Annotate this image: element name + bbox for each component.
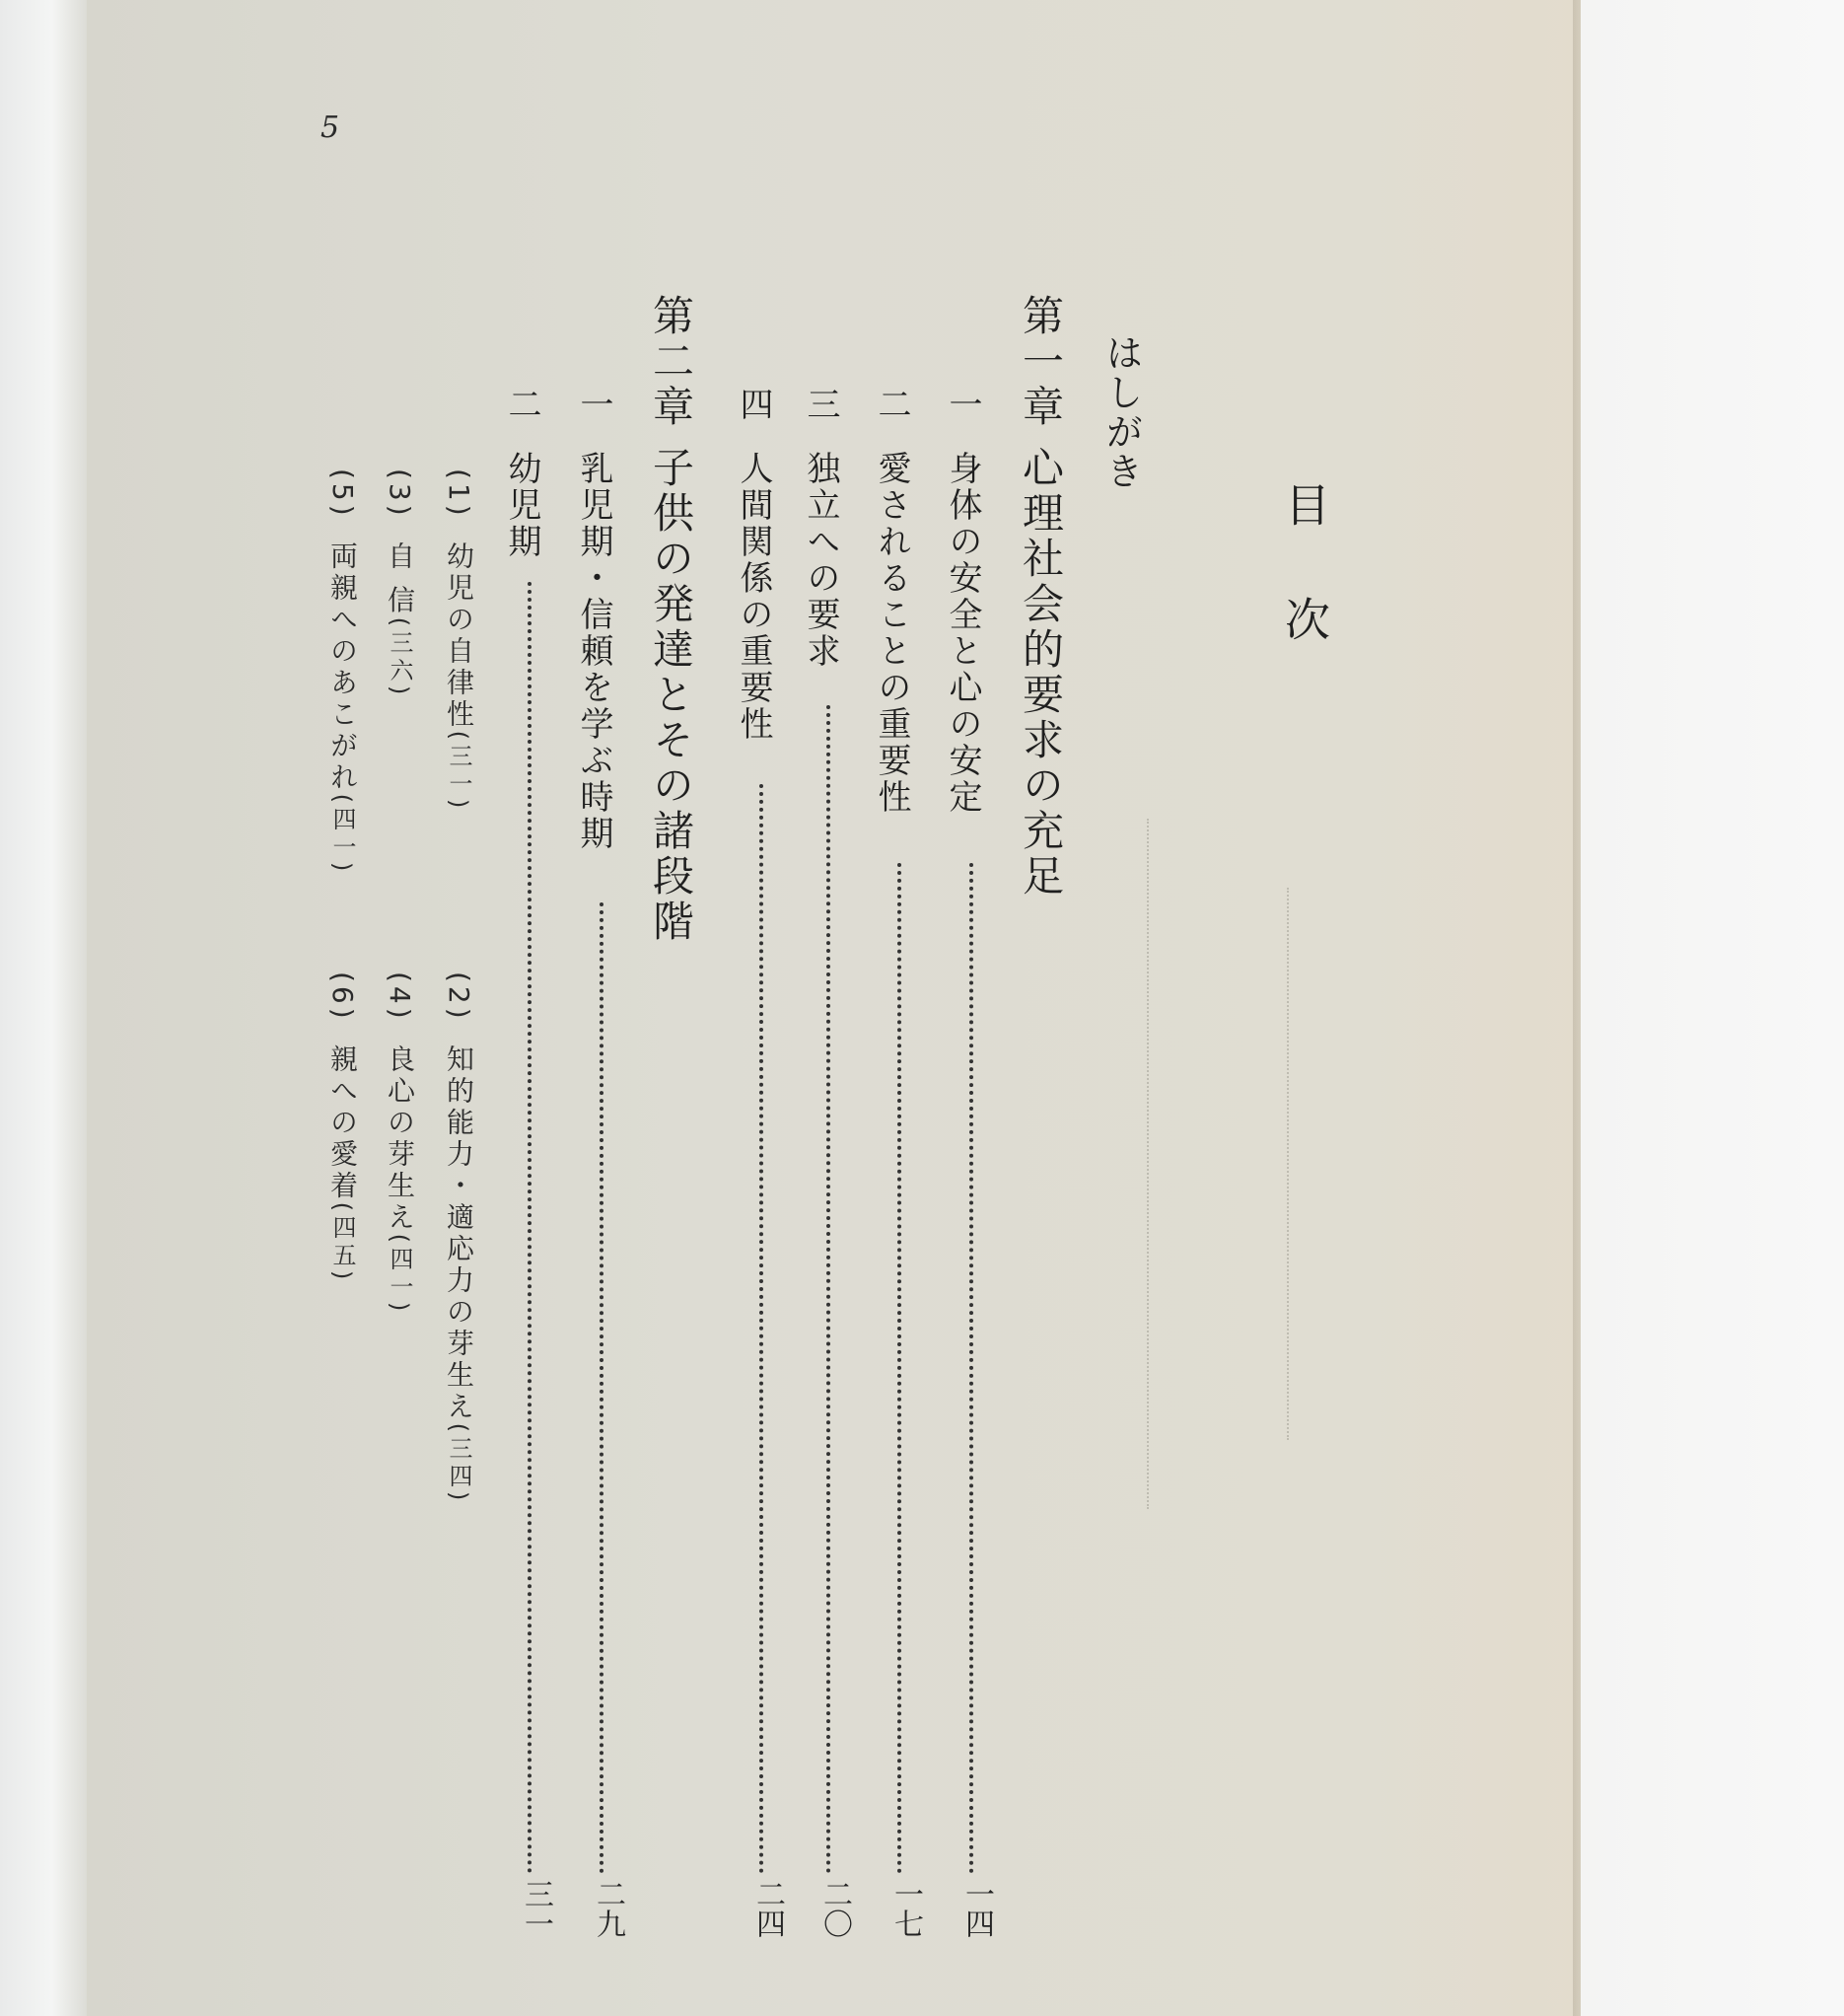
page-number: 5 <box>320 110 340 145</box>
subsection-mark: (6) <box>326 972 359 1023</box>
subsection-mark: (5) <box>326 468 359 520</box>
entry-title: 幼児期 <box>502 451 541 560</box>
page-title: 目次 <box>1278 481 1331 710</box>
subsection-entry <box>322 972 362 1283</box>
chapter-number: 第二章 <box>647 294 695 430</box>
show-through-leader <box>1287 888 1289 1440</box>
toc-entry <box>939 387 987 816</box>
subsection-title: 自 信 <box>384 540 416 617</box>
subsection-title: 良心の芽生え <box>384 1044 416 1234</box>
entry-title: 身体の安全と心の安定 <box>943 451 982 816</box>
subsection-entry <box>322 468 362 875</box>
entry-title: 愛されることの重要性 <box>872 451 911 816</box>
toc-entry <box>498 387 546 560</box>
left-page-edge <box>0 0 87 2016</box>
book-page <box>87 0 1581 2016</box>
entry-title: 独立への要求 <box>801 451 840 670</box>
subsection-title: 両親へのあこがれ <box>326 540 359 794</box>
subsection-mark: (4) <box>384 972 416 1023</box>
chapter-number: 第一章 <box>1017 294 1065 430</box>
entry-page: 一四 <box>959 1879 994 1938</box>
dot-leader <box>600 902 603 1874</box>
subsection-title: 幼児の自律性 <box>443 540 475 731</box>
subsection-page: (四五) <box>328 1201 356 1284</box>
entry-number: 二 <box>872 387 911 423</box>
dot-leader <box>969 863 973 1874</box>
toc-entry <box>730 387 778 743</box>
subsection-entry <box>439 972 478 1504</box>
entry-title: 乳児期・信頼を学ぶ時期 <box>574 451 613 852</box>
entry-number: 三 <box>801 387 840 423</box>
subsection-page: (四一) <box>328 793 356 876</box>
chapter-title: 心理社会的要求の充足 <box>1017 446 1065 900</box>
toc-entry <box>868 387 916 816</box>
preface-entry: はしがき <box>1099 333 1143 491</box>
subsection-mark: (1) <box>443 468 475 520</box>
dot-leader <box>897 863 901 1874</box>
dot-leader <box>759 784 763 1874</box>
subsection-page: (三四) <box>445 1422 472 1505</box>
entry-page: 二〇 <box>817 1879 852 1938</box>
background-right <box>1581 0 1844 2016</box>
show-through-leader <box>1147 819 1149 1509</box>
subsection-entry <box>380 972 419 1315</box>
entry-number: 一 <box>943 387 982 423</box>
chapter-1-heading <box>1011 294 1070 900</box>
subsection-mark: (2) <box>443 972 475 1023</box>
subsection-page: (三六) <box>386 616 413 699</box>
entry-number: 一 <box>574 387 613 423</box>
subsection-mark: (3) <box>384 468 416 520</box>
entry-page: 二九 <box>591 1879 625 1938</box>
dot-leader <box>528 582 532 1874</box>
subsection-page: (四一) <box>386 1233 413 1316</box>
entry-page: 三一 <box>519 1879 553 1938</box>
entry-page: 二四 <box>750 1879 785 1938</box>
toc-entry <box>570 387 618 852</box>
chapter-2-heading <box>641 294 700 945</box>
entry-title: 人間関係の重要性 <box>734 451 773 743</box>
subsection-entry <box>439 468 478 812</box>
subsection-page: (三一) <box>445 730 472 813</box>
entry-number: 四 <box>734 387 773 423</box>
entry-page: 一七 <box>888 1879 923 1938</box>
subsection-title: 知的能力・適応力の芽生え <box>443 1044 475 1423</box>
toc-entry <box>797 387 845 670</box>
entry-number: 二 <box>502 387 541 423</box>
subsection-title: 親への愛着 <box>326 1044 359 1202</box>
dot-leader <box>826 705 830 1874</box>
chapter-title: 子供の発達とその諸段階 <box>647 446 695 945</box>
subsection-entry <box>380 468 419 698</box>
